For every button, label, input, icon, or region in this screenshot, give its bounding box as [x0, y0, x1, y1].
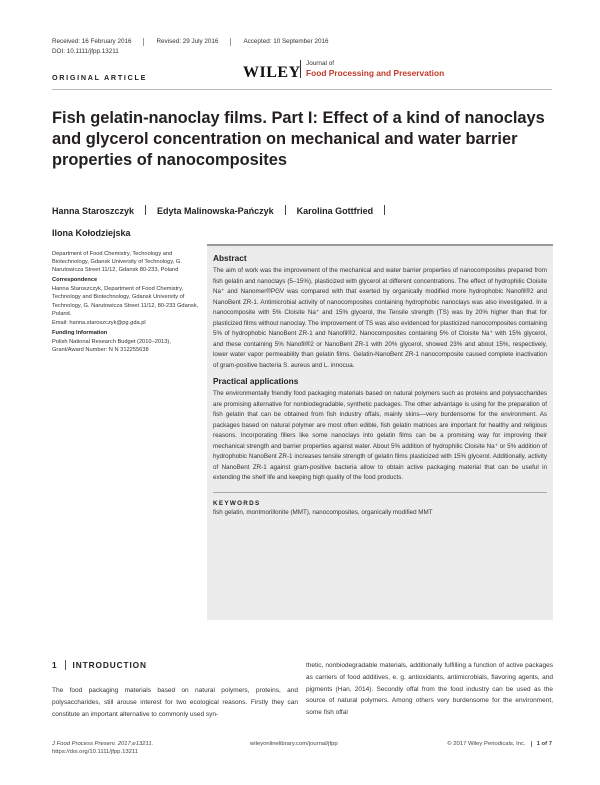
author-list	[52, 200, 552, 244]
correspondence-heading: Correspondence	[52, 277, 98, 284]
keywords-heading: KEYWORDS	[213, 499, 261, 507]
correspondence-email[interactable]: Email: hanna.staroszczyk@pg.gda.pl	[52, 319, 146, 326]
abstract-box	[207, 244, 553, 620]
abstract-heading: Abstract	[213, 253, 247, 263]
department-affiliation: Department of Food Chemistry, Technology and Biotechnology, Gdansk University of Technology, G. Narutowicza Street 11/12, Gdansk 80-233, Poland	[52, 251, 182, 274]
footer-doi-link[interactable]: https://doi.org/10.1111/jfpp.13211	[52, 749, 139, 755]
affiliation-column	[52, 250, 200, 355]
author-separator	[384, 205, 385, 215]
section-title: INTRODUCTION	[72, 660, 147, 670]
article-dates	[52, 34, 552, 50]
doi[interactable]: DOI: 10.1111/jfpp.13211	[52, 48, 119, 55]
correspondence-address: Hanna Staroszczyk, Department of Food Chemistry, Technology and Biotechnology, Gdansk University of Technology, G. Narutowicza Street 11/12, 80-233 Gdansk, Poland.	[52, 286, 199, 317]
accepted-date: Accepted: 10 September 2016	[243, 38, 329, 45]
funding-text: Polish National Research Budget (2010–2013), Grant/Award Number: N N 312255638	[52, 338, 171, 354]
publisher-logo: WILEY	[243, 64, 301, 81]
journal-name-line1: Journal of	[306, 60, 335, 67]
article-type: ORIGINAL ARTICLE	[52, 73, 148, 82]
article-title: Fish gelatin-nanoclay films. Part I: Effect of a kind of nanoclays and glycerol concentration on mechanical and water barrier properties of nanocomposites	[52, 109, 545, 169]
author-separator	[145, 205, 146, 215]
author-name[interactable]: Hanna Staroszczyk	[52, 206, 135, 216]
keywords-text: fish gelatin, montmorillonite (MMT), nanocomposites, organically modified MMT	[213, 508, 433, 516]
author-separator	[285, 205, 286, 215]
intro-column-left: The food packaging materials based on natural polymers, proteins, and polysaccharides, still arouse interest for two ecological reasons. Firstly they can constitute an important alternative to commonly used syn-	[52, 687, 298, 718]
received-date: Received: 16 February 2016	[52, 38, 144, 46]
funding-heading: Funding Information	[52, 329, 108, 336]
journal-name-line2: Food Processing and Preservation	[306, 68, 445, 78]
author-name[interactable]: Ilona Kołodziejska	[52, 228, 131, 238]
header-divider	[52, 89, 552, 90]
author-name[interactable]: Karolina Gottfried	[296, 206, 374, 216]
intro-column-right: thetic, nonbiodegradable materials, additionally fulfilling a function of active packages as carriers of food additives, e. g. antioxidants, antimicrobials, flavoring agents, and pigments (Han, 2014). Secondly offal from the food industry can be used as the source of natural polymers. Among others very burdensome for the environment, some fish offal	[306, 662, 553, 717]
author-name[interactable]: Edyta Malinowska-Pańczyk	[157, 206, 274, 216]
journal-name	[300, 60, 444, 78]
keywords-divider	[213, 492, 547, 493]
footer-site-link[interactable]: wileyonlinelibrary.com/journal/jfpp	[250, 741, 338, 747]
section-heading	[52, 660, 147, 670]
revised-date: Revised: 29 July 2016	[156, 38, 231, 46]
practical-applications-text: The environmentally friendly food packaging materials based on natural polymers such as proteins and polysaccharides are promising alternative for nonbiodegradable, synthetic packages. The other advantage is using for the preparation of fish gelatin that can be obtained from fish industry offals, mainly skins—very burdensome for the environment. As packages based on natural polymer are most often edible, fish gelatin matrices are important for healthy and religious reasons. Incorporating fillers like some nanoclays into gelatin films can be a promising way for improving their mechanical strength and barrier properties against water. About 5% addition of hydrophilic Cloisite Na⁺ or 5% addition of hydrophobic NanoBent ZR-1 increases tensile strength of gelatin films plasticized with 15% glycerol. Additionally, activity of NanoBent ZR-1 against gram-positive bacteria allow to obtain active packaging material that can be useful in extending the shelf life and keeping high quality of the food products.	[213, 390, 547, 481]
footer-copyright: © 2017 Wiley Periodicals, Inc.	[447, 741, 526, 747]
page-number: 1 of 7	[531, 741, 552, 747]
practical-applications-heading: Practical applications	[213, 376, 299, 386]
section-number: 1	[52, 660, 66, 670]
abstract-text: The aim of work was the improvement of the mechanical and water barrier properties of nanocomposites prepared from fish gelatin and nanoclays (5–15%), plasticized with glycerol at different concentrations. The effect of hydrophilic Cloisite Na⁺ and Nanomer®PGV was compared with that exerted by organically modified more hydrophobic Nanofil®2 and NanoBent ZR-1. Antimicrobial activity of nanocomposites containing hydrophobic nanoclays was also investigated. In a nanocomposite with 5% Cloisite Na⁺ and 15% glycerol, the Tensile strength (TS) was by 20% higher than that for plasticized films without nanoclay. The improvement of TS was also evidenced for plasticized nanocomposites containing 5% of hydrophobic NanoBent ZR-1 and Nanofil®2. Nanocomposites containing 5% of Cloisite Na⁺ with 15% glycerol, and these containing 5% Nanofil®2 or NanoBent ZR-1 with 20% glycerol, showed 23% and about 15%, respectively, lower water vapor permeability than gelatin films. Gelatin-NanoBent ZR-1 nanocomposite caused complete inactivation of gram-positive bacteria S. aureus and L. innocua.	[213, 267, 547, 369]
footer-citation: J Food Process Preserv. 2017;e13211.	[52, 741, 154, 747]
